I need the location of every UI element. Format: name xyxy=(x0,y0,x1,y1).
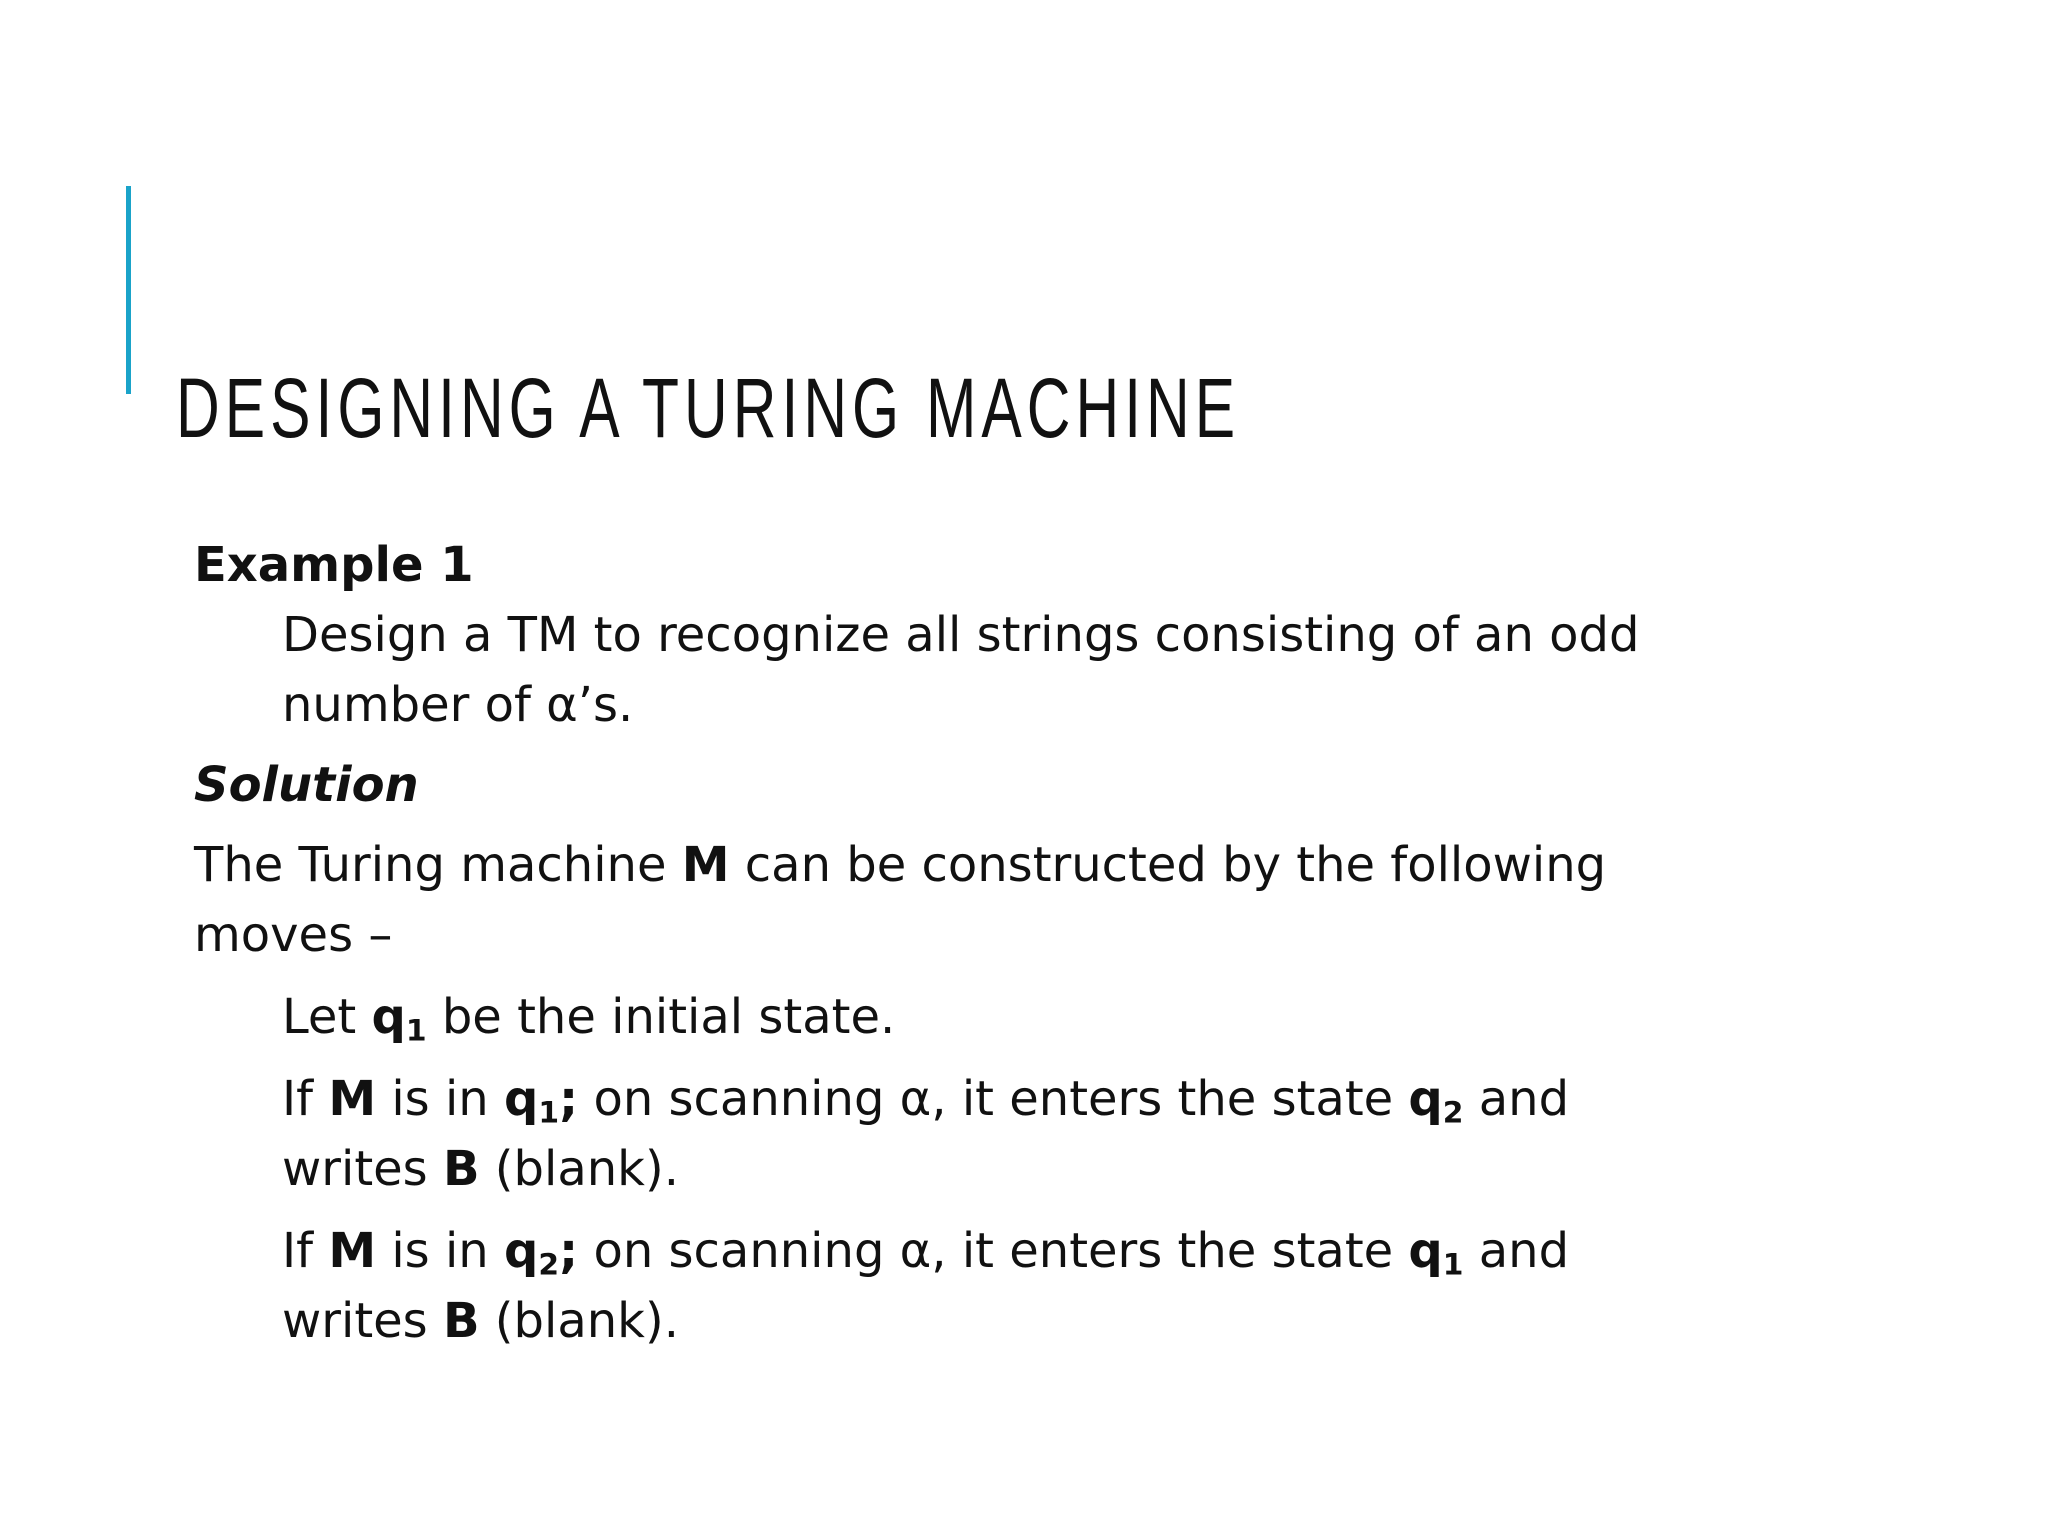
problem-text-line-1: Design a TM to recognize all strings consisting of an odd xyxy=(282,607,1640,663)
move-3-state-to-subscript: 1 xyxy=(1442,1247,1464,1283)
title-accent-bar xyxy=(126,186,131,394)
solution-intro-line-2: moves – xyxy=(194,907,393,963)
move-3-line-1 xyxy=(194,1216,1754,1286)
move-2-state-to-letter: q xyxy=(1408,1071,1443,1127)
example-heading: Example 1 xyxy=(194,537,474,593)
move-2-if: If xyxy=(282,1071,329,1127)
move-2-writes: writes xyxy=(282,1141,443,1197)
move-2-semicolon: ; xyxy=(559,1071,579,1127)
intro-text-after: can be constructed by the following xyxy=(729,837,1607,893)
move-3-machine: M xyxy=(328,1223,377,1279)
move-2-blank-note: (blank). xyxy=(479,1141,679,1197)
move-2-middle: on scanning α, it enters the state xyxy=(578,1071,1409,1127)
move-1-text-before: Let xyxy=(282,989,372,1045)
move-1-state-subscript: 1 xyxy=(405,1013,427,1049)
move-2-is-in: is in xyxy=(376,1071,504,1127)
intro-text-before: The Turing machine xyxy=(194,837,682,893)
move-1-text-after: be the initial state. xyxy=(426,989,896,1045)
move-1-state-letter: q xyxy=(371,989,406,1045)
move-3-blank-symbol: B xyxy=(442,1293,480,1349)
move-3-middle: on scanning α, it enters the state xyxy=(578,1223,1409,1279)
move-3-is-in: is in xyxy=(376,1223,504,1279)
move-3-state-from-subscript: 2 xyxy=(538,1247,560,1283)
move-2-state-to-subscript: 2 xyxy=(1442,1095,1464,1131)
move-2-state-from-subscript: 1 xyxy=(538,1095,560,1131)
move-2-state-from xyxy=(503,1071,579,1131)
move-3-line-2 xyxy=(194,1286,1754,1356)
move-3-writes: writes xyxy=(282,1293,443,1349)
move-3-state-to xyxy=(1408,1223,1464,1283)
move-3-blank-note: (blank). xyxy=(479,1293,679,1349)
slide-title: DESIGNING A TURING MACHINE xyxy=(176,361,1241,455)
move-3-state-from-letter: q xyxy=(503,1223,539,1279)
move-3-and: and xyxy=(1463,1223,1570,1279)
move-3-state-from xyxy=(503,1223,579,1283)
move-2-state-from-letter: q xyxy=(503,1071,539,1127)
move-1-state xyxy=(371,989,427,1049)
move-2-machine: M xyxy=(328,1071,377,1127)
move-3-state-to-letter: q xyxy=(1408,1223,1443,1279)
move-2-line-2 xyxy=(194,1134,1754,1204)
move-2-line-1 xyxy=(194,1064,1754,1134)
move-1 xyxy=(194,982,1754,1052)
move-2-and: and xyxy=(1463,1071,1570,1127)
move-3-semicolon: ; xyxy=(559,1223,579,1279)
solution-intro-line-1 xyxy=(194,830,1754,900)
solution-heading: Solution xyxy=(194,757,419,813)
slide-body xyxy=(194,530,1754,1356)
problem-text-line-2: number of α’s. xyxy=(282,677,634,733)
move-3-if: If xyxy=(282,1223,329,1279)
move-2-blank-symbol: B xyxy=(442,1141,480,1197)
machine-symbol: M xyxy=(681,837,730,893)
move-2-state-to xyxy=(1408,1071,1464,1131)
